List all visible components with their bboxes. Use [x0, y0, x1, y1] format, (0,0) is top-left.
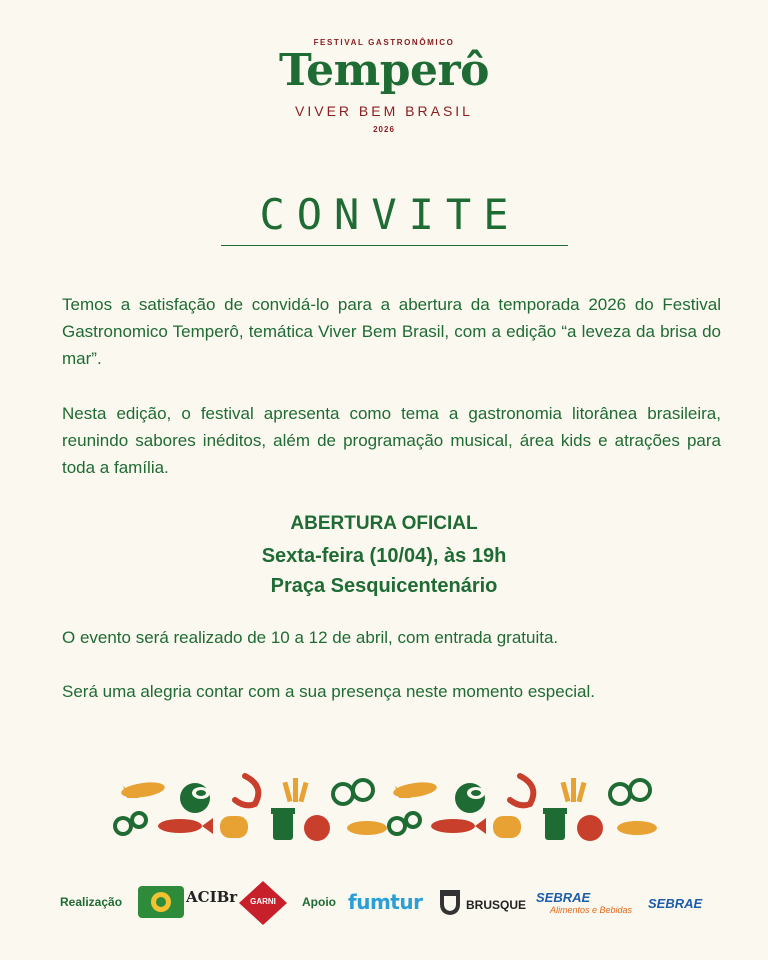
realizacao-label: Realização [60, 895, 123, 909]
garni-logo: GARNI [250, 897, 276, 906]
acibr-logo: ACIBr [186, 888, 238, 906]
event-dates-line: O evento será realizado de 10 a 12 de abril, com entrada gratuita. [62, 628, 559, 647]
closing-line: Será uma alegria contar com a sua presença neste momento especial. [62, 682, 595, 701]
logo-kicker: FESTIVAL GASTRONÔMICO [313, 38, 455, 47]
sponsors-bar [0, 878, 768, 928]
jar-icon [271, 808, 295, 840]
invite-heading: CONVITE [259, 190, 521, 239]
brusque-logo: BRUSQUE [466, 898, 527, 912]
fries-icon [560, 778, 586, 802]
heading-divider [221, 245, 568, 246]
coconut-icon [180, 783, 210, 813]
food-illustrations [105, 768, 665, 848]
fish-icon [431, 818, 486, 834]
food-row-top [120, 776, 652, 813]
fries-icon [282, 778, 308, 802]
limes-icon [331, 778, 375, 806]
fish-icon [158, 818, 213, 834]
acibr-emblem-icon [138, 886, 184, 918]
festival-logo [0, 38, 768, 134]
shrimp-icon [235, 776, 258, 805]
shrimp-icon [510, 776, 533, 805]
limes-icon [608, 778, 652, 806]
sebrae-logo: SEBRAE [648, 896, 703, 911]
sebrae-ab-logo: SEBRAE [536, 890, 591, 905]
fumtur-logo: fumtur [348, 890, 423, 914]
sausage-icon [347, 821, 387, 835]
intro-paragraph: Temos a satisfação de convidá-lo para a abertura da temporada 2026 do Festival Gastronomico Temperô, temática Viver Bem Brasil, com a edição “a leveza da brisa do mar”. [62, 295, 721, 368]
theme-paragraph: Nesta edição, o festival apresenta como tema a gastronomia litorânea brasileira, reunindo sabores inéditos, além de programação musical, área kids e atrações para toda a família. [62, 404, 721, 477]
tomato-icon [304, 815, 330, 841]
coconut-icon [455, 783, 485, 813]
lime-slices-icon [387, 811, 422, 836]
logo-name: Temperô [278, 45, 490, 96]
lime-slices-icon [113, 811, 148, 836]
cheese-icon [493, 816, 521, 838]
sausage-icon [617, 821, 657, 835]
logo-subtitle: VIVER BEM BRASIL [295, 103, 473, 119]
logo-year: 2026 [373, 125, 395, 134]
opening-title: ABERTURA OFICIAL [290, 513, 478, 534]
cheese-icon [220, 816, 248, 838]
opening-date: Sexta-feira (10/04), às 19h [261, 545, 507, 567]
opening-place: Praça Sesquicentenário [270, 575, 498, 597]
corn-icon [120, 780, 166, 800]
jar-icon [543, 808, 567, 840]
tomato-icon [577, 815, 603, 841]
brusque-crest-icon [438, 888, 462, 916]
corn-icon [392, 780, 438, 800]
sebrae-ab-subtitle: Alimentos e Bebidas [550, 905, 633, 915]
apoio-label: Apoio [302, 895, 336, 909]
